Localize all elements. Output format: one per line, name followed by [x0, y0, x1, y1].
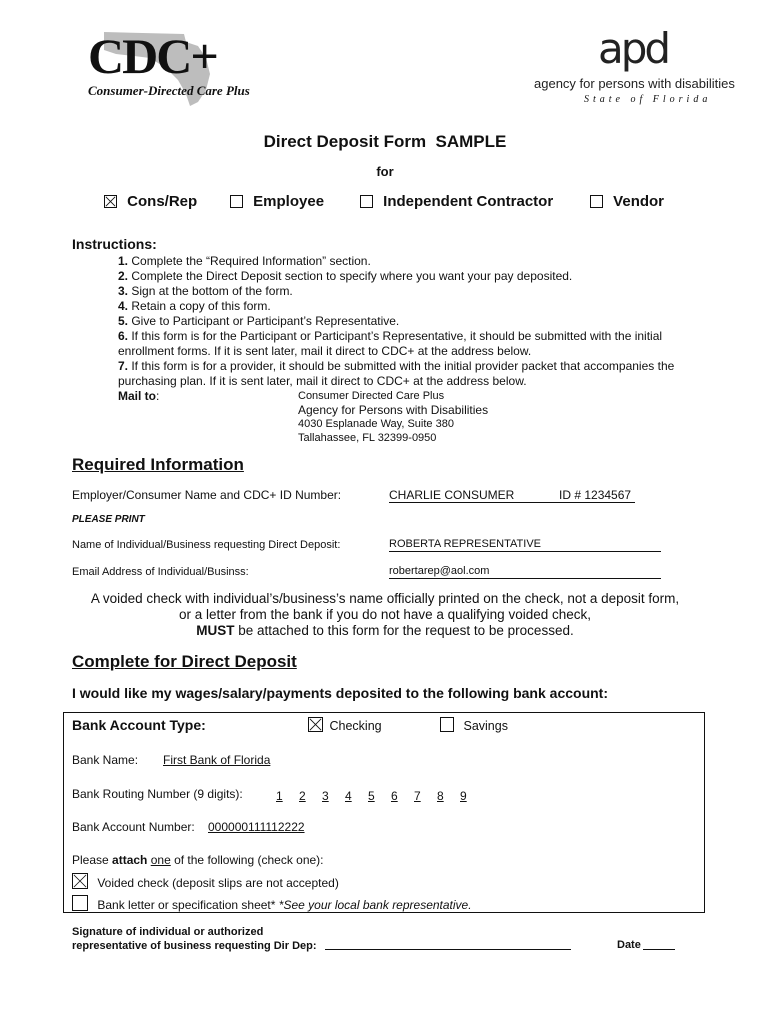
routing-digit: 1 — [276, 789, 283, 803]
routing-number-label: Bank Routing Number (9 digits): — [72, 787, 243, 801]
requester-name-label: Name of Individual/Business requesting Direct Deposit: — [72, 539, 341, 551]
please-print: PLEASE PRINT — [72, 514, 145, 525]
email-value: robertarep@aol.com — [389, 565, 490, 577]
account-number-label: Bank Account Number: — [72, 820, 195, 834]
routing-digit: 9 — [460, 789, 467, 803]
voided-check-note: A voided check with individual’s/business’s name officially printed on the check, not a deposit form, or a letter from the bank if you do not have a qualifying voided check, MUST be attached to this form for the request to be processed. — [90, 591, 680, 638]
routing-digit: 4 — [345, 789, 352, 803]
routing-digit: 8 — [437, 789, 444, 803]
account-number-value[interactable]: 000000111112222 — [208, 820, 305, 834]
cdc-logo — [86, 28, 250, 108]
apd-logo — [530, 24, 750, 106]
routing-digit: 3 — [322, 789, 329, 803]
signature-line[interactable] — [325, 949, 571, 950]
cdc-logo-title: CDC+ — [88, 28, 217, 84]
savings-option[interactable] — [440, 717, 508, 733]
voided-check-label: Voided check (deposit slips are not accepted) — [97, 876, 339, 890]
bank-letter-option[interactable] — [72, 895, 472, 912]
mail-to-label: Mail to — [118, 389, 156, 403]
email-field[interactable] — [389, 565, 661, 579]
instruction-item: 2. Complete the Direct Deposit section to specify where you want your pay deposited. — [118, 269, 573, 283]
cons-rep-checkbox[interactable] — [104, 195, 117, 208]
attach-instruction: Please attach one of the following (check one): — [72, 853, 324, 867]
bank-letter-label: Bank letter or specification sheet* — [97, 898, 276, 912]
email-label: Email Address of Individual/Businss: — [72, 566, 249, 578]
checking-option[interactable] — [308, 717, 382, 733]
vendor-label: Vendor — [613, 193, 665, 210]
cons-rep-label: Cons/Rep — [127, 193, 198, 210]
instruction-item: 3. Sign at the bottom of the form. — [118, 284, 293, 298]
employer-label: Employer/Consumer Name and CDC+ ID Number: — [72, 488, 342, 502]
bank-letter-note: *See your local bank representative. — [275, 898, 472, 912]
bank-name-value[interactable]: First Bank of Florida — [163, 753, 271, 767]
checking-checkbox[interactable] — [308, 717, 323, 732]
employee-label: Employee — [253, 193, 325, 210]
signature-block — [72, 925, 317, 953]
direct-deposit-subheading: I would like my wages/salary/payments deposited to the following bank account: — [72, 685, 608, 701]
voided-check-option[interactable] — [72, 873, 339, 890]
apd-logo-state: State of Florida — [584, 94, 712, 105]
requester-name-field[interactable] — [389, 538, 661, 552]
checking-label: Checking — [329, 719, 382, 733]
employer-name-field[interactable] — [389, 488, 635, 503]
vendor-checkbox[interactable] — [590, 195, 603, 208]
employer-id-value: ID # 1234567 — [559, 488, 632, 502]
title-for: for — [376, 164, 394, 179]
role-option-vendor[interactable] — [590, 193, 664, 210]
instruction-item: 1. Complete the “Required Information” section. — [118, 254, 371, 268]
independent-contractor-checkbox[interactable] — [360, 195, 373, 208]
savings-checkbox[interactable] — [440, 717, 454, 732]
instructions-heading: Instructions: — [72, 236, 157, 252]
date-line[interactable] — [643, 949, 675, 950]
role-option-cons-rep[interactable] — [104, 193, 197, 210]
employer-name-value: CHARLIE CONSUMER — [389, 488, 515, 502]
employee-checkbox[interactable] — [230, 195, 243, 208]
page-title: Direct Deposit Form SAMPLE — [263, 132, 507, 151]
instruction-item: 7. If this form is for a provider, it should be submitted with the initial provider packet that accompanies the purchasing plan. If it is sent later, mail it direct to CDC+ at the address below. — [118, 359, 675, 388]
instruction-item: 6. If this form is for the Participant or Participant’s Representative, it should be submitted with the initial enrollment forms. If it is sent later, mail it direct to CDC+ at the address below. — [118, 329, 663, 358]
signature-label-line2: representative of business requesting Dir Dep: — [72, 940, 317, 952]
routing-digit: 7 — [414, 789, 421, 803]
signature-label-line1: Signature of individual or authorized — [72, 926, 264, 938]
savings-label: Savings — [463, 719, 508, 733]
date-label: Date — [617, 939, 641, 951]
mailing-address: Consumer Directed Care Plus Agency for Persons with Disabilities 4030 Esplanade Way, Suite 380 Tallahassee, FL 32399-0950 — [298, 390, 489, 444]
instruction-item: 5. Give to Participant or Participant’s Representative. — [118, 314, 400, 328]
instruction-item: 4. Retain a copy of this form. — [118, 299, 271, 313]
role-option-employee[interactable] — [230, 193, 324, 210]
apd-logo-name: agency for persons with disabilities — [534, 76, 735, 91]
bank-letter-checkbox[interactable] — [72, 895, 88, 911]
instructions-list — [118, 254, 698, 449]
role-option-independent-contractor[interactable] — [360, 193, 553, 210]
routing-digit: 2 — [299, 789, 306, 803]
independent-contractor-label: Independent Contractor — [383, 193, 554, 210]
routing-digit: 6 — [391, 789, 398, 803]
cdc-logo-subtitle: Consumer-Directed Care Plus — [88, 83, 250, 98]
mail-to-row: Mail to: Consumer Directed Care Plus Agency for Persons with Disabilities 4030 Esplanade Way, Suite 380 Tallahassee, FL 32399-0950 — [118, 389, 489, 444]
voided-check-checkbox[interactable] — [72, 873, 88, 889]
account-type-label: Bank Account Type: — [72, 717, 206, 733]
direct-deposit-heading: Complete for Direct Deposit — [72, 652, 297, 671]
routing-digit: 5 — [368, 789, 375, 803]
routing-number-digits[interactable] — [276, 787, 483, 805]
apd-logo-mark: apd — [598, 24, 669, 73]
bank-name-label: Bank Name: — [72, 753, 139, 767]
requester-name-value: ROBERTA REPRESENTATIVE — [389, 538, 541, 550]
required-info-heading: Required Information — [72, 455, 244, 474]
